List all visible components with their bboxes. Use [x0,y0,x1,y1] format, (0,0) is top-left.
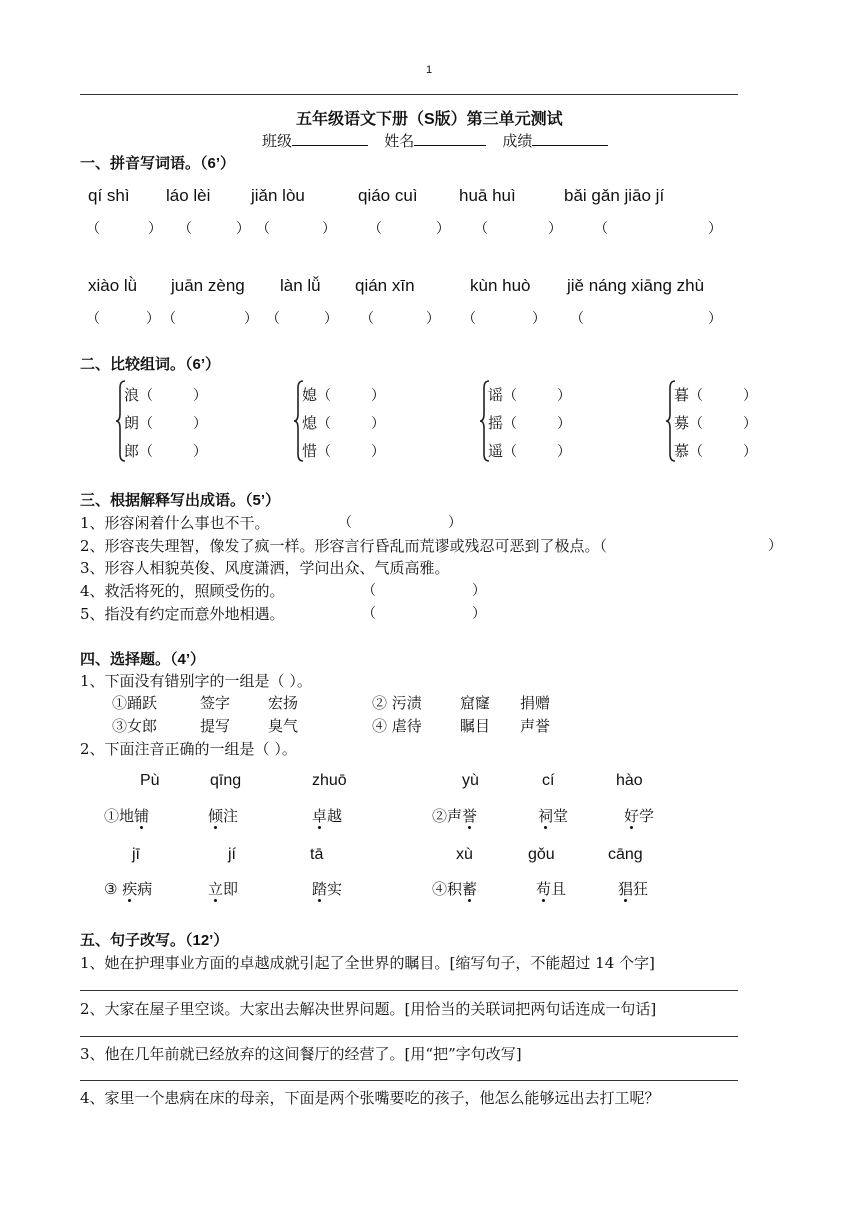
pinyin-item: qiáo cuì [358,186,418,205]
emphasis-dot-char: 猖 [618,880,634,898]
pinyin-annotation: gǒu [528,846,555,863]
class-label: 班级 [262,133,293,150]
pinyin-annotation: Pù [140,772,160,789]
idiom-question: 4、救活将死的，照顾受伤的。 [80,582,285,600]
answer-blank[interactable]: （ ） [503,444,572,460]
emphasis-dot-char: 倾 [208,807,224,825]
pinyin-annotation: cí [542,772,555,789]
answer-line[interactable] [80,990,738,991]
rewrite-question: 2、大家在屋子里空谈。大家出去解决世界问题。[用恰当的关联词把两句话连成一句话] [80,1000,657,1018]
answer-blank[interactable]: （ ） [139,388,208,404]
compare-char: 浪 [124,386,140,404]
compare-item [124,440,207,461]
compare-item [302,412,385,433]
pinyin-item: juān zèng [171,276,245,295]
answer-blank[interactable]: （ ） [689,416,758,432]
class-field[interactable] [292,131,368,146]
annotated-word: 倾注 [208,807,239,825]
answer-blank[interactable]: （ ） [338,515,462,531]
pinyin-item: láo lèi [166,186,211,205]
pinyin-annotation: zhuō [312,772,347,789]
rewrite-question: 3、他在几年前就已经放弃的这间餐厅的经营了。[用“把”字句改写] [80,1045,522,1063]
answer-blank[interactable]: （ ） [474,221,562,237]
compare-char: 惜 [302,442,318,460]
emphasis-dot-char: 踏 [312,880,328,898]
answer-blank[interactable]: （ ） [594,221,722,237]
answer-line[interactable] [80,1080,738,1081]
choice-option-word: 宏扬 [268,694,299,712]
section-5-heading: 五、句子改写。（12’） [80,932,229,949]
pinyin-item: qí shì [88,186,130,205]
choice-option-word: 臭气 [268,717,299,735]
answer-blank-close[interactable]: ） [768,538,782,554]
pinyin-annotation: yù [462,772,479,789]
emphasis-dot-char: 苟 [536,880,552,898]
pinyin-annotation: hào [616,772,643,789]
rewrite-question: 4、家里一个患病在床的母亲，下面是两个张嘴要吃的孩子，他怎么能够远出去打工呢？ [80,1089,660,1107]
pinyin-annotation: cāng [608,846,643,863]
answer-blank[interactable]: （ ） [503,388,572,404]
compare-char: 暮 [674,386,690,404]
idiom-question: 1、形容闲着什么事也不干。 [80,514,270,532]
compare-char: 募 [674,414,690,432]
compare-char: 摇 [488,414,504,432]
answer-blank[interactable]: （ ） [86,311,160,327]
rewrite-question: 1、她在护理事业方面的卓越成就引起了全世界的瞩目。[缩写句子，不能超过 14 个字] [80,954,655,972]
compare-item [302,440,385,461]
score-label: 成绩 [502,133,533,150]
pinyin-item: qián xīn [355,276,415,295]
pinyin-item: jiǎn lòu [251,186,305,205]
answer-blank[interactable]: （ ） [360,311,440,327]
answer-blank[interactable]: （ ） [570,311,722,327]
pinyin-annotation: jī [132,846,140,863]
choice-option-word: 声誉 [520,717,551,735]
compare-item [124,412,207,433]
pinyin-item: jiě náng xiāng zhù [567,276,705,295]
answer-blank[interactable]: （ ） [139,444,208,460]
annotated-word: ②声誉 [432,807,478,825]
idiom-question: 2、形容丧失理智，像发了疯一样。形容言行昏乱而荒谬或残忍可恶到了极点。（ [80,537,608,555]
answer-blank[interactable]: （ ） [368,221,450,237]
choice-question-1: 1、下面没有错别字的一组是（ ）。 [80,672,312,690]
pinyin-item: xiào lǜ [88,276,138,295]
page-title: 五年级语文下册（S版）第三单元测试 [296,111,563,128]
answer-blank[interactable]: （ ） [362,606,486,622]
section-3-heading: 三、根据解释写出成语。（5’） [80,492,281,509]
answer-blank[interactable]: （ ） [362,583,486,599]
emphasis-dot-char: 铺 [134,807,150,825]
choice-option-word: 提写 [200,717,231,735]
annotated-word: 卓越 [312,807,343,825]
answer-blank[interactable]: （ ） [317,444,386,460]
annotated-word: 立即 [208,880,239,898]
page-number: 1 [426,64,433,76]
answer-blank[interactable]: （ ） [139,416,208,432]
pinyin-annotation: tā [310,846,324,863]
section-2-heading: 二、比较组词。（6’） [80,356,221,373]
annotated-word: 猖狂 [618,880,649,898]
compare-item [488,440,571,461]
answer-blank[interactable]: （ ） [266,311,338,327]
compare-item [488,412,571,433]
pinyin-item: kùn huò [470,276,531,295]
choice-option-word: 窟窿 [460,694,491,712]
choice-option[interactable]: ①踊跃 [112,694,158,712]
score-field[interactable] [532,131,608,146]
choice-option-word: 瞩目 [460,717,491,735]
choice-option-word: 签字 [200,694,231,712]
annotated-word: ③ 疾病 [104,880,153,898]
compare-char: 郎 [124,442,140,460]
section-4-heading: 四、选择题。（4’） [80,651,206,668]
compare-char: 谣 [488,386,504,404]
compare-item [674,440,757,461]
compare-item [674,412,757,433]
pinyin-annotation: jí [228,846,236,863]
compare-item [674,384,757,405]
pinyin-item: bǎi gǎn jiāo jí [564,186,665,205]
answer-blank[interactable]: （ ） [317,416,386,432]
pinyin-item: huā huì [459,186,516,205]
idiom-question: 5、指没有约定而意外地相遇。 [80,605,285,623]
choice-option[interactable]: ② 污渍 [372,694,422,712]
annotated-word: ④积蓄 [432,880,478,898]
choice-option[interactable]: ③女郎 [112,717,158,735]
compare-item [488,384,571,405]
pinyin-item: làn lǚ [280,276,321,295]
annotated-word: 苟且 [536,880,567,898]
compare-char: 慕 [674,442,690,460]
emphasis-dot-char: 疾 [122,880,138,898]
emphasis-dot-char: 立 [208,880,224,898]
name-field[interactable] [414,131,486,146]
answer-blank[interactable]: （ ） [503,416,572,432]
annotated-word: 祠堂 [538,807,569,825]
annotated-word: 好学 [624,807,655,825]
answer-blank[interactable]: （ ） [256,221,336,237]
answer-line[interactable] [80,1036,738,1037]
answer-blank[interactable]: （ ） [462,311,546,327]
answer-blank[interactable]: （ ） [689,388,758,404]
answer-blank[interactable]: （ ） [317,388,386,404]
compare-char: 熄 [302,414,318,432]
choice-question-2: 2、下面注音正确的一组是（ ）。 [80,740,297,758]
annotated-word: ①地铺 [104,807,150,825]
choice-option-word: 捐赠 [520,694,551,712]
answer-blank[interactable]: （ ） [86,221,162,237]
emphasis-dot-char: 蓄 [462,880,478,898]
compare-char: 朗 [124,414,140,432]
answer-blank[interactable]: （ ） [178,221,250,237]
pinyin-annotation: xù [456,846,473,863]
answer-blank[interactable]: （ ） [162,311,258,327]
pinyin-annotation: qīng [210,772,242,789]
header-rule [80,94,738,95]
idiom-question: 3、形容人相貌英俊、风度潇洒，学问出众、气质高雅。 [80,559,450,577]
choice-option[interactable]: ④ 虐待 [372,717,422,735]
annotated-word: 踏实 [312,880,343,898]
compare-char: 遥 [488,442,504,460]
emphasis-dot-char: 祠 [538,807,554,825]
section-1-heading: 一、拼音写词语。（6’） [80,155,236,172]
name-label: 姓名 [384,133,415,150]
compare-item [302,384,385,405]
compare-item [124,384,207,405]
emphasis-dot-char: 卓 [312,807,328,825]
student-info [262,130,620,151]
answer-blank[interactable]: （ ） [689,444,758,460]
emphasis-dot-char: 好 [624,807,640,825]
compare-char: 媳 [302,386,318,404]
emphasis-dot-char: 誉 [462,807,478,825]
